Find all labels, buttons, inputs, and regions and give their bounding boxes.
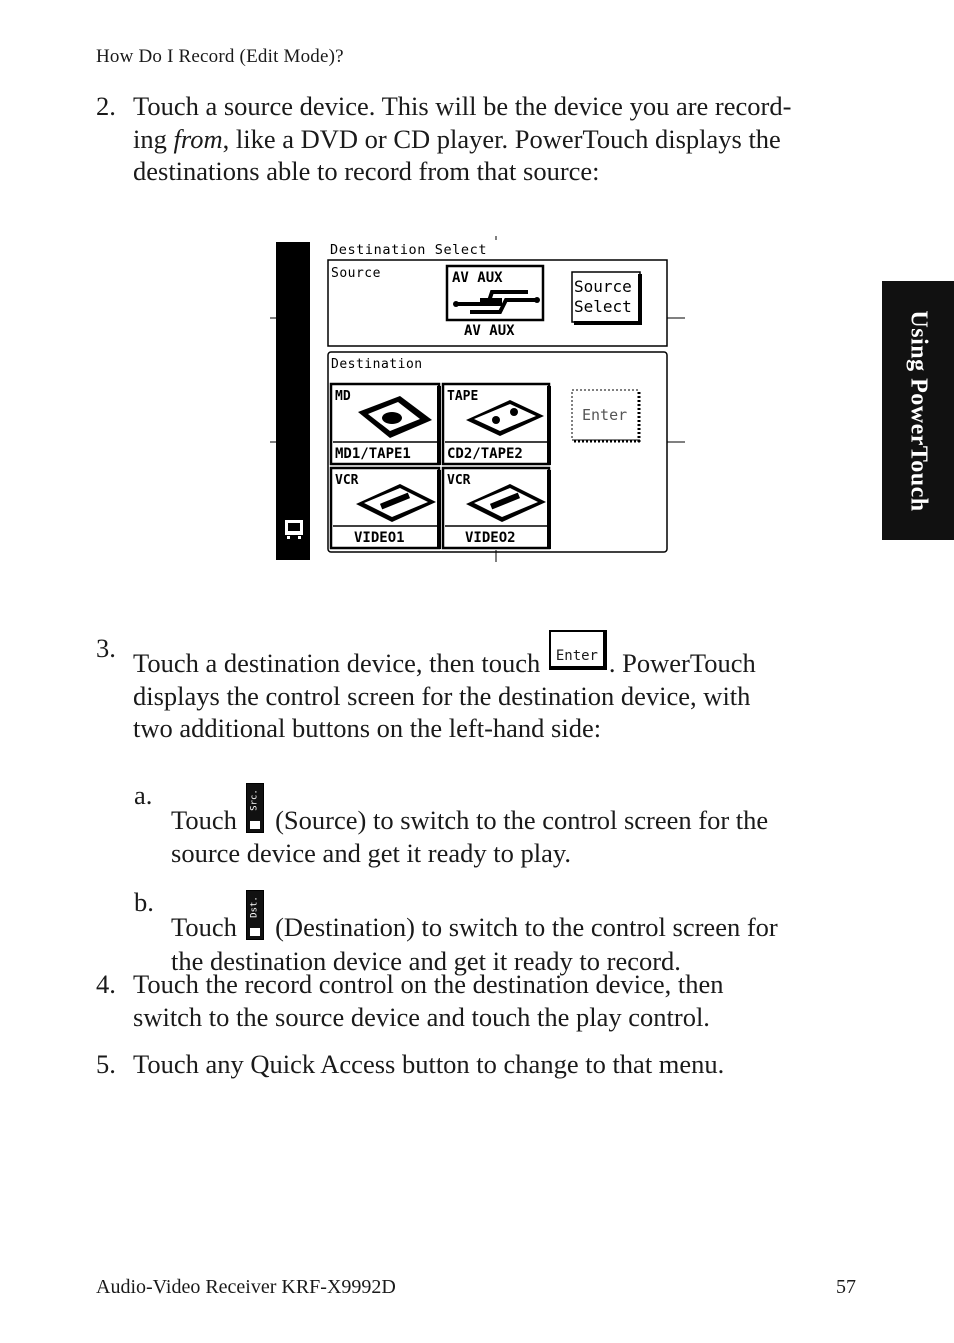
src-button-icon [246, 783, 264, 833]
enter-inline-label: Enter [555, 648, 598, 664]
source-select-line2: Select [574, 297, 632, 316]
step-text-line: displays the control screen for the destination device, with [133, 680, 751, 711]
step-text-line: two additional buttons on the left-hand side: [133, 713, 602, 743]
substep-a [134, 779, 864, 870]
footer-product: Audio-Video Receiver KRF-X9992D [96, 1276, 396, 1298]
source-select-line1: Source [574, 277, 632, 296]
section-tab-label: Using PowerTouch [905, 309, 932, 512]
enter-button-inline [549, 630, 607, 670]
step-number: 5. [96, 1049, 116, 1079]
section-tab [882, 281, 954, 540]
step-text-line: ing from, like a DVD or CD player. PowerTouch displays the [133, 123, 781, 154]
destination-video1-button[interactable] [331, 468, 439, 549]
step-5 [96, 1048, 866, 1081]
substep-text-line: Touch Dst. (Destination) to switch to the control screen for [171, 886, 864, 944]
enter-disabled-label: Enter [582, 406, 628, 424]
dst-button-icon [246, 890, 264, 940]
step-text-line: Touch a source device. This will be the device you are record- [133, 91, 792, 121]
destination-md-button[interactable] [331, 384, 439, 465]
source-device-button[interactable] [447, 266, 543, 339]
substep-letter: a. [134, 780, 153, 810]
source-device-top-label: AV AUX [452, 270, 503, 286]
step-number: 4. [96, 969, 116, 999]
tape-top-label: TAPE [447, 389, 479, 404]
step-number: 3. [96, 633, 116, 663]
md-bottom-label: MD1/TAPE1 [335, 446, 411, 462]
destination-tape-button[interactable] [443, 384, 549, 465]
vcr1-top-label: VCR [335, 473, 359, 488]
source-select-button[interactable] [572, 272, 642, 323]
page-number: 57 [836, 1276, 856, 1298]
step-2 [96, 90, 866, 188]
step-text-line: destinations able to record from that source: [133, 156, 600, 186]
substep-b [134, 886, 864, 978]
step-4 [96, 968, 866, 1033]
destination-video2-button[interactable] [443, 468, 549, 549]
vcr2-top-label: VCR [447, 473, 471, 488]
screen-title: Destination Select [330, 242, 488, 258]
step-text-line: switch to the source device and touch the play control. [133, 1001, 710, 1032]
vcr1-bottom-label: VIDEO1 [354, 530, 405, 546]
destination-select-screen [260, 232, 700, 572]
destination-group-label: Destination [331, 357, 423, 372]
step-text-line: Touch any Quick Access button to change to that menu. [133, 1049, 725, 1079]
step-number: 2. [96, 91, 116, 121]
md-top-label: MD [335, 389, 351, 404]
dst-button-label: Dst. [249, 896, 260, 918]
step-3 [96, 632, 866, 745]
quick-access-bar[interactable] [276, 242, 310, 560]
substep-text-line: the destination device and get it ready to record. [171, 946, 681, 976]
vcr2-bottom-label: VIDEO2 [465, 530, 516, 546]
running-header: How Do I Record (Edit Mode)? [96, 46, 344, 67]
step-text-line: Touch the record control on the destination device, then [133, 969, 724, 999]
src-button-label: Src. [249, 789, 260, 811]
step-text-line: Touch a destination device, then touch Enter . PowerTouch [133, 632, 866, 680]
substep-letter: b. [134, 887, 154, 917]
emphasis-from: from [173, 123, 223, 154]
substep-text-line: Touch Src. (Source) to switch to the control screen for the [171, 779, 864, 837]
source-device-bottom-label: AV AUX [464, 323, 515, 339]
enter-button-disabled [572, 390, 640, 442]
source-group-label: Source [331, 266, 381, 281]
tape-bottom-label: CD2/TAPE2 [447, 446, 523, 462]
substep-text-line: source device and get it ready to play. [171, 838, 572, 868]
